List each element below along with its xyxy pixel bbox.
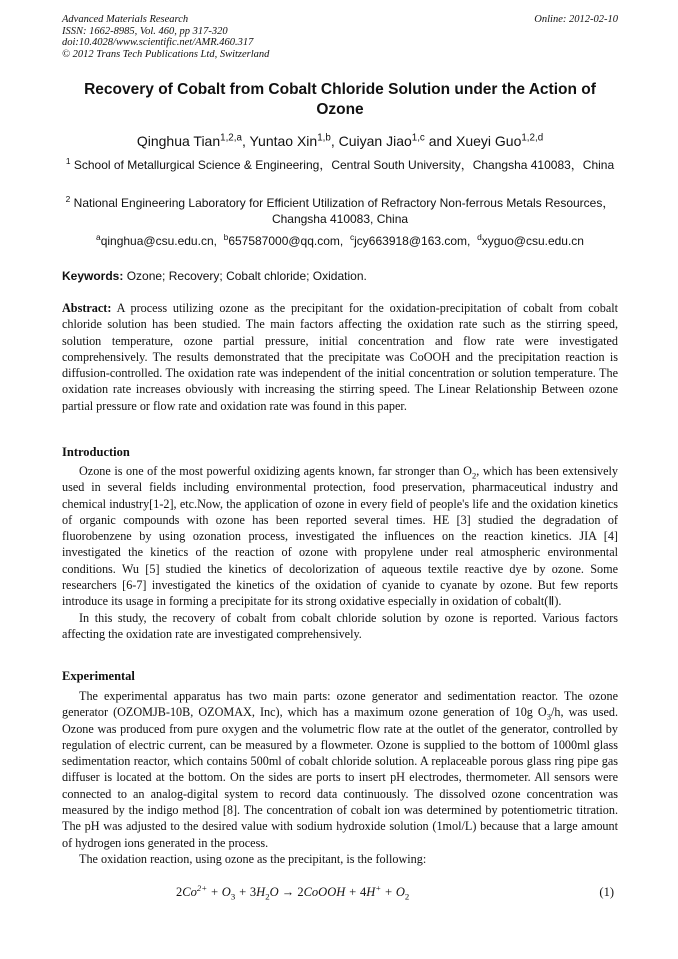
journal-header [62, 14, 618, 60]
affiliation-1: $^1$ School of Metallurgical Science & Engineering，Central South University，Changsha 410083，China [65, 156, 615, 172]
email-link[interactable]: $^a$qinghua@csu.edu.cn [96, 232, 214, 248]
abstract-label: Abstract: [62, 301, 112, 315]
paper-title: Recovery of Cobalt from Cobalt Chloride Solution under the Action of Ozone [84, 81, 596, 118]
equation-1: $2Co^{2+} + O_3 + 3H_2O$ → 2CoOOH + $4H^+ + O_2$ [176, 882, 410, 902]
introduction-paragraph-2: In this study, the recovery of cobalt from cobalt chloride solution by ozone is reported. Various factors affecting the oxidation rate are investigated comprehensively. [62, 610, 618, 641]
doi-line[interactable]: doi:10.4028/www.scientific.net/AMR.460.317 [62, 37, 254, 48]
keywords-text: Ozone; Recovery; Cobalt chloride; Oxidation. [126, 269, 367, 283]
abstract [62, 300, 618, 414]
email-link[interactable]: $^b$657587000@qq.com [223, 232, 340, 248]
section-heading-experimental: Experimental [62, 669, 135, 683]
experimental-body [62, 688, 618, 867]
section-heading-introduction: Introduction [62, 445, 130, 459]
email-list: $^a$qinghua@csu.edu.cn, $^b$657587000@qq.com, $^c$jcy663918@163.com, $^d$xyguo@csu.edu.cn [96, 232, 584, 248]
keywords-label: Keywords: [62, 269, 124, 283]
experimental-paragraph-2: The oxidation reaction, using ozone as the precipitant, is the following: [79, 851, 427, 866]
email-link[interactable]: $^d$xyguo@csu.edu.cn [477, 232, 584, 248]
author: Yuntao Xin$^{1,b}$, [249, 132, 339, 149]
author: Xueyi Guo$^{1,2,d}$ [455, 132, 544, 149]
keywords [62, 268, 618, 284]
author: Cuiyan Jiao$^{1,c}$ and [338, 132, 456, 149]
experimental-paragraph-1: The experimental apparatus has two main parts: ozone generator and sedimentation reactor. The ozone generator (OZOMJB-10B, OZOMAX, Inc), which has a maximum ozone generation of 10g $O_3/h$, was used. Ozone was produced from pure oxygen and the volumetric flow rate at the outlet of the generator, controlled by regulation of electric current, can be measured by a flowmeter. Ozone is supplied to the bottom of 1000ml glass sedimentation reactor, which contains 500ml of cobalt chloride solution. A replaceable porous glass ring pipe gas diffuser is located at the bottom. On the sides are ports to insert pH electrodes, thermometer. All sensors were connected to an analog-digital system to record data continuously. The dissolved ozone concentration was measured by the indigo method [8]. The concentration of cobalt ion was determined by potentiometric titration. The pH was adjusted to the desired value with sodium hydroxide solution (1mol/L) because that a large amount of hydrogen ions generated in the process. [62, 689, 618, 850]
online-date: Online: 2012-02-10 [534, 14, 618, 25]
equation-number: (1) [599, 885, 614, 899]
issn-line: ISSN: 1662-8985, Vol. 460, pp 317-320 [62, 25, 228, 37]
introduction-paragraph-1: Ozone is one of the most powerful oxidizing agents known, far stronger than $O_2$, which has been extensively used in several fields including environmental protection, food preservation, pharmaceutical industry and chemical industry[1-2], etc.Now, the application of ozone in every field of people's life and the oxidation kinetics of organic compounds with ozone has been reported several times. HE [3] studied the degradation of fluorobenzene by using ozonation process, investigated the influences on the reaction kinetics. JIA [4] investigated the kinetics of the reaction of ozone with propylene under real atmospheric environmental conditions. Wu [5] studied the kinetics of decolorization of aqueous textile reactive dye by ozone. Some researchers [6-7] investigated the kinetics of the oxidation of cyanide to cyanate by ozone. But few reports introduce its usage in forming a precipitate for its strong oxidative especially in oxidation of cobalt(Ⅱ). [62, 464, 618, 609]
author-list [62, 132, 618, 150]
affiliation-2: $^2$ National Engineering Laboratory for Efficient Utilization of Refractory Non-ferrous Metals Resources，Changsha 410083, China [65, 194, 615, 226]
journal-name: Advanced Materials Research [62, 14, 189, 25]
copyright-line: © 2012 Trans Tech Publications Ltd, Switzerland [62, 48, 270, 60]
introduction-body [62, 463, 618, 642]
email-link[interactable]: $^c$jcy663918@163.com [349, 232, 468, 248]
abstract-text: A process utilizing ozone as the precipitant for the oxidation-precipitation of cobalt from cobalt chloride solution has been studied. The main factors affecting the oxidation rate such as the stirring speed, solution temperature, ozone partial pressure, initial concentration and flow rate were investigated comprehensively. The results demonstrated that the precipitate was CoOOH and the precipitation reaction is diffusion-controlled. The oxidation rate was independent of the initial concentration or solution temperature. The oxidation rate increases obviously with increasing the stirring speed. The Linear Relationship Between ozone partial pressure or flow rate and oxidation rate was found in this paper. [62, 301, 618, 413]
author: Qinghua Tian$^{1,2,a}$, [136, 132, 250, 149]
